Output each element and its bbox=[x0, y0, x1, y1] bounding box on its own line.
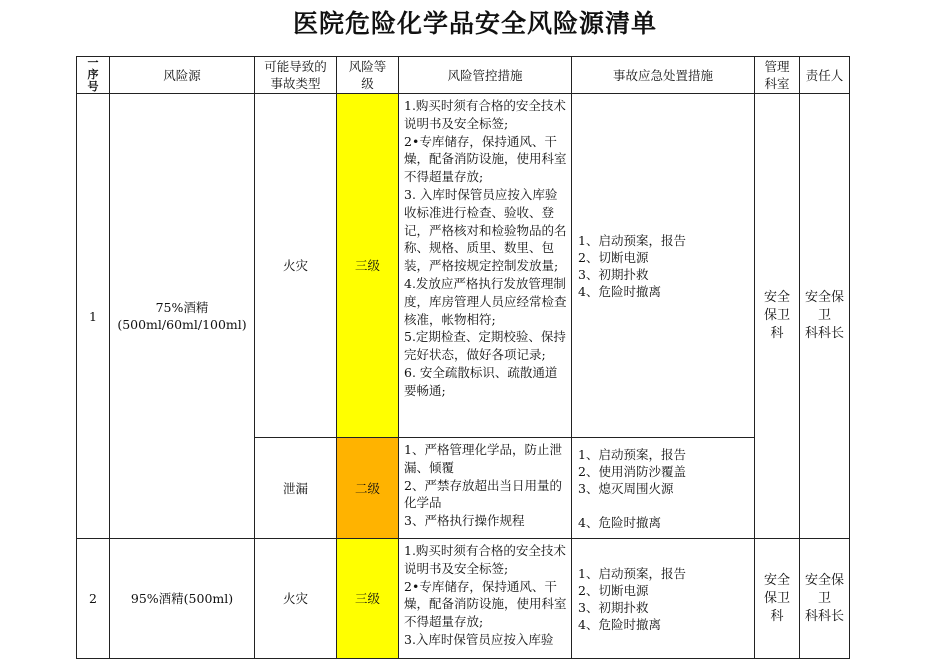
header-accident-type bbox=[255, 57, 337, 94]
control-measures-cell bbox=[399, 438, 572, 539]
text-line: 安全 bbox=[763, 572, 790, 588]
control-measures-cell bbox=[399, 539, 572, 659]
text-line: 泄漏 bbox=[282, 480, 308, 496]
page-title: 医院危险化学品安全风险源清单 bbox=[292, 9, 657, 38]
text-line bbox=[578, 497, 752, 514]
text-line: 三级 bbox=[354, 591, 380, 606]
text-line: 火灾 bbox=[282, 258, 308, 273]
header-responsible-person bbox=[800, 57, 850, 94]
text-line: 3、初期扑救 bbox=[578, 266, 649, 282]
text-line: 4.发放应严格执行发放管理制度，库房管理人员应经常检查核准，帐物相符; bbox=[404, 275, 567, 327]
emergency-measures-cell bbox=[572, 438, 755, 539]
text-line: 风险源 bbox=[163, 67, 201, 83]
header-control-measures bbox=[399, 57, 572, 94]
text-line: 风险管控措施 bbox=[447, 67, 523, 83]
risk-source-cell bbox=[110, 94, 255, 539]
text-line: 3、熄灭周围火源 bbox=[578, 480, 674, 496]
text-line: 1、严格管理化学品，防止泄漏、倾覆 bbox=[404, 442, 562, 475]
text-line: 2•专库储存，保持通风、干燥，配备消防设施，使用科室不得超量存放; bbox=[404, 133, 567, 185]
text-line: 4、危险时撤离 bbox=[578, 283, 661, 299]
control-measures-cell bbox=[399, 94, 572, 438]
risk-source-table bbox=[76, 56, 850, 659]
header-risk-level bbox=[337, 57, 399, 94]
text-line: 95%酒精(500ml) bbox=[130, 591, 234, 606]
text-line: 安全保卫 bbox=[804, 572, 844, 606]
management-dept-cell bbox=[755, 94, 800, 539]
seq-cell bbox=[77, 94, 110, 539]
text-line: 保卫 bbox=[763, 590, 790, 606]
risk-level-cell bbox=[337, 438, 399, 539]
text-line: 科 bbox=[770, 326, 784, 341]
responsible-person-cell bbox=[800, 94, 850, 539]
text-line: 责任人 bbox=[805, 67, 844, 83]
header-row bbox=[77, 57, 850, 94]
text-line: 三级 bbox=[354, 258, 380, 273]
management-dept-cell bbox=[755, 539, 800, 659]
table-row bbox=[77, 539, 850, 659]
text-line: 3、严格执行操作规程 bbox=[404, 513, 525, 529]
text-line: 1.购买时须有合格的安全技术说明书及安全标签; bbox=[404, 543, 566, 576]
text-line: 级 bbox=[361, 76, 374, 91]
header-risk-source bbox=[110, 57, 255, 94]
text-line: 1、启动预案，报告 bbox=[578, 232, 686, 248]
text-line: 科室 bbox=[764, 76, 790, 91]
text-line: 安全保卫 bbox=[804, 290, 844, 323]
emergency-measures-cell bbox=[572, 539, 755, 659]
text-line: 可能导致的 bbox=[264, 59, 327, 74]
text-line: (500ml/60ml/100ml) bbox=[117, 317, 247, 332]
text-line: 2、切断电源 bbox=[578, 249, 649, 265]
text-line: 序 bbox=[87, 68, 99, 81]
text-line: 3. 入库时保管员应按入库验收标准进行检查、验收、登记，严格核对和检验物品的名称、规格、质里、数里、包装，严格按规定控制发放量; bbox=[404, 186, 567, 274]
header-emergency-measures bbox=[572, 57, 755, 94]
text-line: 2 bbox=[89, 591, 97, 606]
seq-cell bbox=[77, 539, 110, 659]
header-seq bbox=[77, 57, 110, 94]
text-line: 1、启动预案，报告 bbox=[578, 446, 686, 462]
text-line: 一 bbox=[87, 57, 99, 69]
text-line: 号 bbox=[87, 80, 99, 93]
risk-level-cell bbox=[337, 539, 399, 659]
text-line: 火灾 bbox=[282, 591, 308, 606]
text-line: 2、使用消防沙覆盖 bbox=[578, 463, 686, 479]
accident-type-cell bbox=[255, 438, 337, 539]
text-line: 事故应急处置措施 bbox=[612, 67, 713, 83]
text-line: 1.购买时须有合格的安全技术说明书及安全标签; bbox=[404, 98, 566, 131]
text-line: 2•专库储存，保持通风、干燥，配备消防设施，使用科室不得超量存放; bbox=[404, 578, 567, 630]
text-line: 保卫 bbox=[763, 308, 790, 323]
text-line: 4、危险时撤离 bbox=[578, 514, 661, 530]
text-line: 科 bbox=[770, 608, 784, 624]
risk-source-cell bbox=[110, 539, 255, 659]
accident-type-cell bbox=[255, 539, 337, 659]
text-line: 75%酒精 bbox=[155, 300, 209, 315]
emergency-measures-cell bbox=[572, 94, 755, 438]
text-line: 2、切断电源 bbox=[578, 582, 649, 598]
text-line: 2、严禁存放超出当日用量的化学品 bbox=[404, 477, 562, 511]
text-line: 3、初期扑救 bbox=[578, 599, 649, 615]
text-line: 5.定期检查、定期校验、保持完好状态，做好各项记录; bbox=[404, 329, 566, 363]
text-line: 事故类型 bbox=[270, 76, 321, 91]
text-line: 1 bbox=[89, 308, 97, 324]
table-row bbox=[77, 94, 850, 438]
text-line: 6. 安全疏散标识、疏散通道要畅通; bbox=[404, 364, 558, 398]
text-line: 二级 bbox=[354, 480, 380, 496]
text-line: 4、危险时撤离 bbox=[578, 616, 661, 632]
text-line: 3.入库时保管员应按入库验 bbox=[404, 631, 554, 647]
text-line: 管理 bbox=[764, 59, 790, 74]
accident-type-cell bbox=[255, 94, 337, 438]
text-line: 风险等 bbox=[348, 59, 387, 74]
text-line: 1、启动预案，报告 bbox=[578, 565, 686, 581]
text-line: 科科长 bbox=[804, 608, 844, 624]
responsible-person-cell bbox=[800, 539, 850, 659]
text-line: 科科长 bbox=[804, 326, 844, 341]
header-management-dept bbox=[755, 57, 800, 94]
text-line: 安全 bbox=[763, 290, 790, 305]
risk-level-cell bbox=[337, 94, 399, 438]
